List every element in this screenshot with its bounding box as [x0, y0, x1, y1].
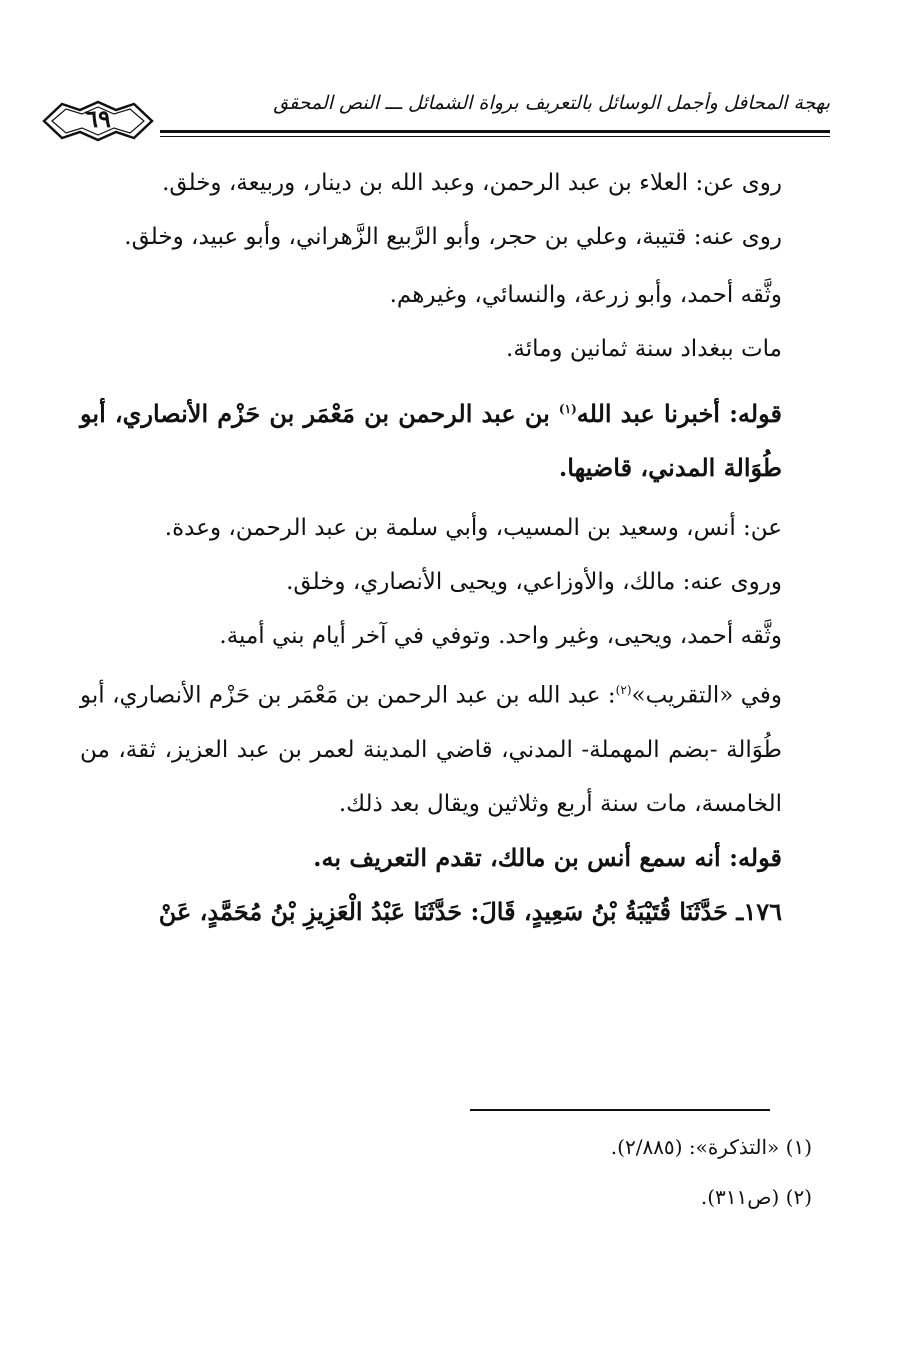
- footnote-2: (٢) (ص٣١١).: [700, 1185, 812, 1209]
- footnote-separator: [470, 1109, 770, 1111]
- paragraph-trusted: وثَّقه أحمد، وأبو زرعة، والنسائي، وغيرهم.: [389, 282, 782, 308]
- paragraph-death: مات ببغداد سنة ثمانين ومائة.: [506, 336, 782, 362]
- footnote-1: (١) «التذكرة»: (٢/٨٨٥).: [610, 1135, 812, 1159]
- page-header: [40, 86, 830, 148]
- main-text: [80, 156, 812, 939]
- paragraph-narrated-by: روى عنه: قتيبة، وعلي بن حجر، وأبو الرَّبيع الزَّهراني، وأبو عبيد، وخلق.: [124, 224, 782, 250]
- footnote-ref-1: (١): [558, 402, 577, 416]
- p5-rest: بن عبد الرحمن بن مَعْمَر بن حَزْم الأنصاري، أبو طُوَالة المدني، قاضيها.: [80, 399, 782, 482]
- p9-rest: : عبد الله بن عبد الرحمن بن مَعْمَر بن حَزْم الأنصاري، أبو طُوَالة -بضم المهملة- المدني، قاضي المدينة لعمر بن عبد العزيز، ثقة، من الخامسة، مات سنة أربع وثلاثين ويقال بعد ذلك.: [80, 682, 782, 817]
- footnote-ref-2: (٢): [615, 683, 632, 697]
- page-number-badge: [40, 98, 156, 144]
- p5-start: قوله: أخبرنا عبد الله: [576, 399, 782, 428]
- paragraph-qawluhu-anas: قوله: أنه سمع أنس بن مالك، تقدم التعريف به.: [313, 842, 782, 872]
- paragraph-taqrib: [80, 663, 812, 831]
- page-number: ٦٩: [85, 104, 111, 133]
- paragraph-narrated-from: روى عن: العلاء بن عبد الرحمن، وعبد الله بن دينار، وربيعة، وخلق.: [162, 170, 782, 196]
- p9-start: وفي «التقريب»: [631, 682, 782, 709]
- footnotes: [400, 1122, 812, 1222]
- paragraph-narrated-by-2: وروى عنه: مالك، والأوزاعي، ويحيى الأنصاري، وخلق.: [286, 569, 782, 595]
- paragraph-from: عن: أنس، وسعيد بن المسيب، وأبي سلمة بن عبد الرحمن، وعدة.: [164, 515, 782, 541]
- header-rule: [160, 130, 830, 133]
- paragraph-qawluhu-abdullah: [80, 382, 812, 495]
- running-title: بهجة المحافل وأجمل الوسائل بالتعريف برواة الشمائل ـــ النص المحقق: [273, 92, 830, 114]
- header-rule-thin: [160, 136, 830, 137]
- paragraph-trusted-2: وثَّقه أحمد، ويحيى، وغير واحد. وتوفي في آخر أيام بني أمية.: [219, 623, 782, 649]
- hadith-176: ١٧٦ـ حَدَّثَنَا قُتَيْبَةُ بْنُ سَعِيدٍ، قَالَ: حَدَّثَنَا عَبْدُ الْعَزِيزِ بْنُ مُحَمَّدٍ، عَنْ: [158, 896, 782, 926]
